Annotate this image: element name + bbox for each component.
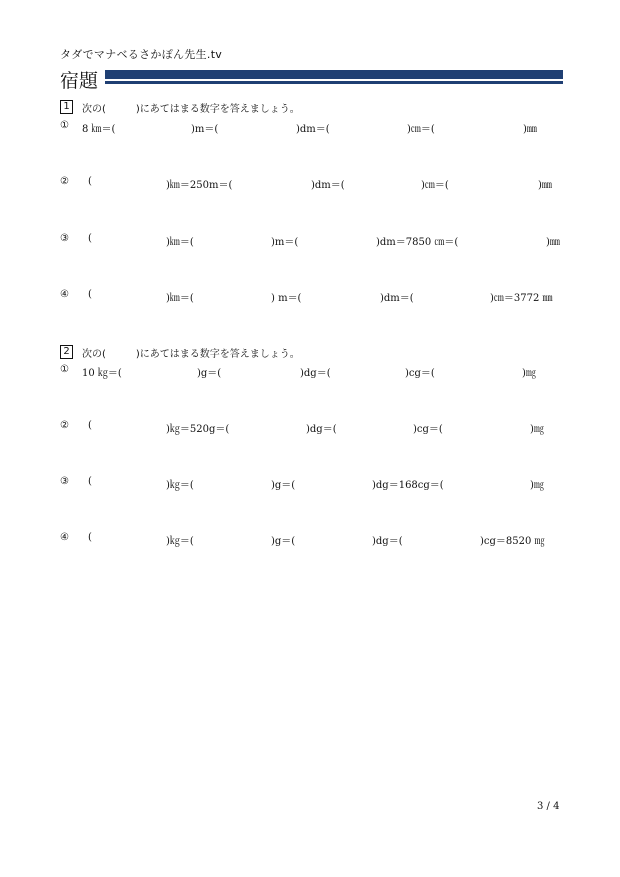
title-bar-thin <box>105 81 563 84</box>
row-part: )dg＝( <box>300 368 331 379</box>
row-part: )㎎ <box>530 424 544 435</box>
row-part: )dg＝168cg＝( <box>372 480 444 491</box>
row-part: )㎎ <box>530 480 544 491</box>
row-part: )g＝( <box>271 480 296 491</box>
row-part: )㎏＝( <box>166 536 194 547</box>
row-part: ( <box>88 176 92 187</box>
title-bar-thick <box>105 70 563 79</box>
row-part: )m＝( <box>191 124 219 135</box>
site-name: タダでマナベるさかぽん先生.tv <box>60 48 223 61</box>
row-part: )㎝＝( <box>407 124 435 135</box>
page-title: 宿題 <box>60 70 99 92</box>
row-part: ( <box>88 476 92 487</box>
row-part: )dg＝( <box>372 536 403 547</box>
question-2-number: 2 <box>60 345 73 359</box>
row-part: )g＝( <box>271 536 296 547</box>
row-part: )cg＝( <box>405 368 435 379</box>
row-part: )㎜ <box>546 237 560 248</box>
row-part: )㎏＝520g＝( <box>166 424 230 435</box>
row-marker: ④ <box>60 289 69 300</box>
row-part: )cg＝( <box>413 424 443 435</box>
question-2-instruction: 次の( )にあてはまる数字を答えましょう。 <box>82 349 300 360</box>
row-part: )㎎ <box>522 368 536 379</box>
row-marker: ② <box>60 420 69 431</box>
row-part: )dm＝( <box>311 180 345 191</box>
row-part: )㎝＝( <box>421 180 449 191</box>
row-part: )㎞＝250m＝( <box>166 180 233 191</box>
page-number: 3 / 4 <box>537 801 560 812</box>
row-part: ( <box>88 233 92 244</box>
row-part: )㎜ <box>538 180 552 191</box>
row-part: 8 ㎞＝( <box>82 124 116 135</box>
row-part: ( <box>88 532 92 543</box>
row-part: )dm＝( <box>380 293 414 304</box>
row-part: )g＝( <box>197 368 222 379</box>
row-part: )dm＝7850 ㎝＝( <box>376 237 459 248</box>
row-marker: ① <box>60 120 69 131</box>
row-part: )dg＝( <box>306 424 337 435</box>
question-1-instruction: 次の( )にあてはまる数字を答えましょう。 <box>82 104 300 115</box>
row-marker: ③ <box>60 476 69 487</box>
row-part: )㎝＝3772 ㎜ <box>490 293 553 304</box>
row-part: )㎏＝( <box>166 480 194 491</box>
row-marker: ③ <box>60 233 69 244</box>
row-part: )dm＝( <box>296 124 330 135</box>
question-1-number: 1 <box>60 100 73 114</box>
row-marker: ① <box>60 364 69 375</box>
row-part: )㎞＝( <box>166 237 194 248</box>
row-part: ( <box>88 289 92 300</box>
row-part: )m＝( <box>271 237 299 248</box>
row-part: )㎜ <box>523 124 537 135</box>
row-part: ) m＝( <box>271 293 302 304</box>
row-part: )cg＝8520 ㎎ <box>480 536 545 547</box>
row-part: 10 ㎏＝( <box>82 368 122 379</box>
row-marker: ④ <box>60 532 69 543</box>
row-part: )㎞＝( <box>166 293 194 304</box>
row-part: ( <box>88 420 92 431</box>
row-marker: ② <box>60 176 69 187</box>
